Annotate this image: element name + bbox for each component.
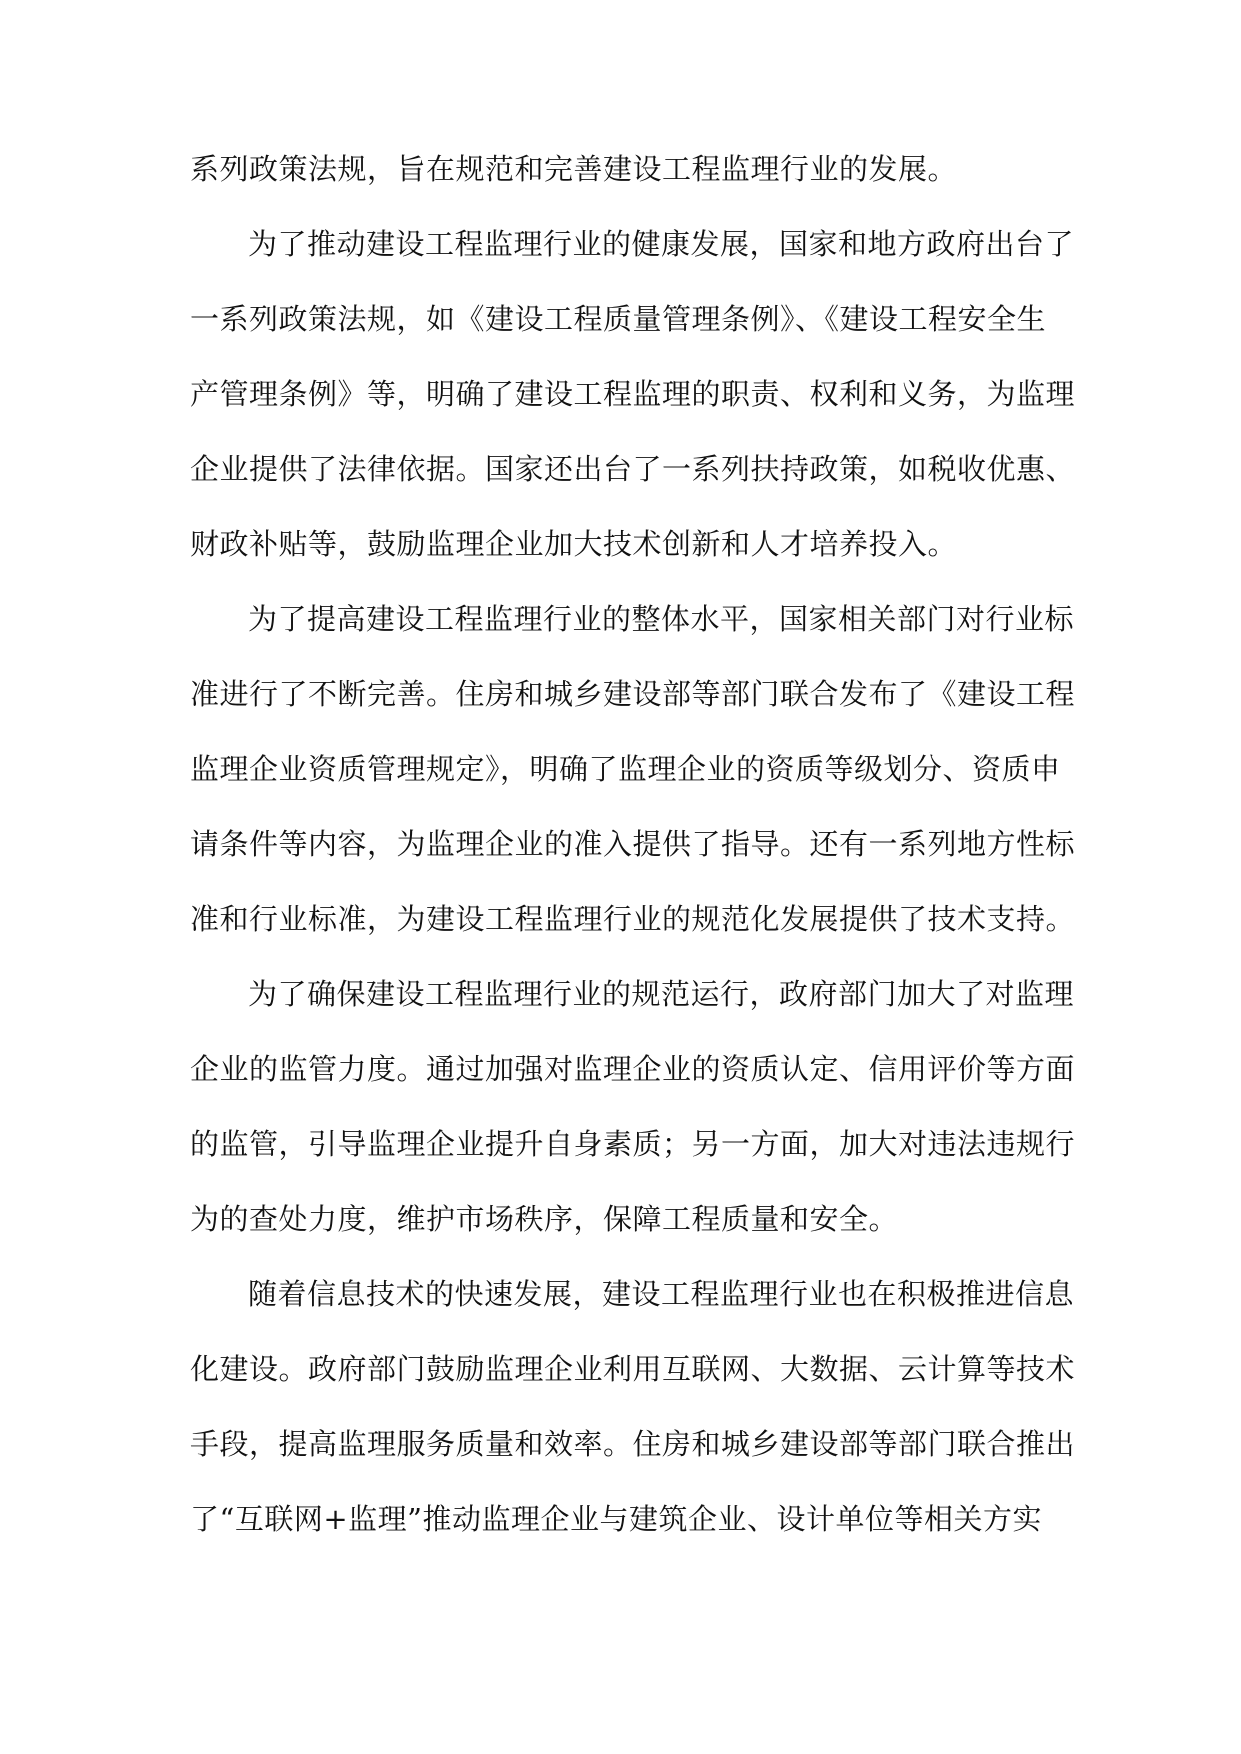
paragraph-start-line: 随着信息技术的快速发展，建设工程监理行业也在积极推进信息	[248, 1277, 1075, 1311]
paragraph-start-line: 为了推动建设工程监理行业的健康发展，国家和地方政府出台了	[248, 227, 1075, 261]
text-line: 准和行业标准，为建设工程监理行业的规范化发展提供了技术支持。	[190, 902, 1076, 936]
text-line: 财政补贴等，鼓励监理企业加大技术创新和人才培养投入。	[190, 527, 958, 561]
text-line: 手段，提高监理服务质量和效率。住房和城乡建设部等部门联合推出	[190, 1427, 1076, 1461]
text-line: 一系列政策法规，如《建设工程质量管理条例》、《建设工程安全生	[190, 302, 1047, 336]
text-line: 了“互联网+监理”推动监理企业与建筑企业、设计单位等相关方实	[190, 1502, 1042, 1536]
text-line: 的监管，引导监理企业提升自身素质；另一方面，加大对违法违规行	[190, 1127, 1076, 1161]
body-text	[190, 148, 1076, 1573]
paragraph-start-line: 为了确保建设工程监理行业的规范运行，政府部门加大了对监理	[248, 977, 1075, 1011]
text-line: 化建设。政府部门鼓励监理企业利用互联网、大数据、云计算等技术	[190, 1352, 1076, 1386]
text-line: 监理企业资质管理规定》，明确了监理企业的资质等级划分、资质申	[190, 752, 1061, 786]
paragraph-start-line: 为了提高建设工程监理行业的整体水平，国家相关部门对行业标	[248, 602, 1075, 636]
text-line: 为的查处力度，维护市场秩序，保障工程质量和安全。	[190, 1202, 899, 1236]
text-line: 产管理条例》等，明确了建设工程监理的职责、权利和义务，为监理	[190, 377, 1076, 411]
text-line: 准进行了不断完善。住房和城乡建设部等部门联合发布了《建设工程	[190, 677, 1076, 711]
text-line: 系列政策法规，旨在规范和完善建设工程监理行业的发展。	[190, 152, 958, 186]
text-line: 企业提供了法律依据。国家还出台了一系列扶持政策，如税收优惠、	[190, 452, 1076, 486]
text-line: 请条件等内容，为监理企业的准入提供了指导。还有一系列地方性标	[190, 827, 1076, 861]
text-line: 企业的监管力度。通过加强对监理企业的资质认定、信用评价等方面	[190, 1052, 1076, 1086]
